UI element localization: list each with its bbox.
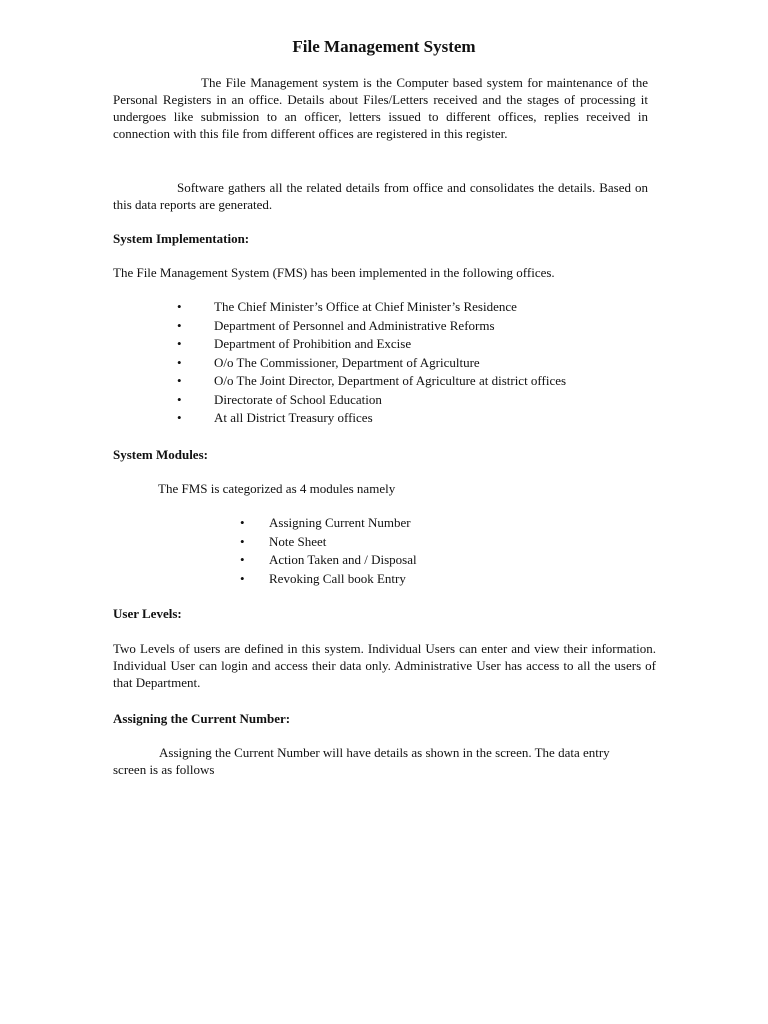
bullet-icon: • (240, 570, 245, 586)
assigning-paragraph (113, 744, 646, 778)
bullet-icon: • (177, 336, 182, 351)
office-name: Directorate of School Education (214, 391, 382, 407)
module-name: Assigning Current Number (269, 515, 411, 530)
module-name: Note Sheet (269, 533, 327, 549)
bullet-icon: • (240, 515, 245, 530)
bullet-icon: • (177, 317, 182, 333)
bullet-icon: • (240, 552, 245, 567)
bullet-icon: • (177, 373, 182, 388)
office-name: O/o The Joint Director, Department of Agriculture at district offices (214, 373, 567, 388)
user-levels-paragraph: Two Levels of users are defined in this system. Individual Users can enter and view their information. Individual User can login and access their data only. Administrative User has access to all the users of that Department. (113, 641, 656, 690)
office-name: Department of Personnel and Administrative Reforms (214, 317, 495, 333)
intro-paragraph-text: The File Management system is the Computer based system for maintenance of the Personal Registers in an office. Details about Files/Letters received and the stages of processing it undergoes like submission to an officer, letters issued to different offices, replies received in connection with this file from different offices are registered in this register. (113, 75, 648, 141)
user-levels-heading: User Levels: (113, 606, 182, 621)
office-name: O/o The Commissioner, Department of Agriculture (214, 354, 480, 370)
bullet-icon: • (177, 391, 182, 407)
module-name: Revoking Call book Entry (269, 570, 406, 586)
bullet-icon: • (177, 410, 182, 425)
software-paragraph-text: Software gathers all the related details from office and consolidates the details. Based on this data reports are generated. (113, 180, 648, 212)
office-name: The Chief Minister’s Office at Chief Minister’s Residence (214, 299, 517, 314)
system-implementation-heading: System Implementation: (113, 231, 250, 246)
bullet-icon: • (240, 533, 245, 549)
system-modules-heading: System Modules: (113, 447, 208, 462)
office-name: Department of Prohibition and Excise (214, 336, 412, 351)
document-title: File Management System (292, 37, 476, 56)
assigning-current-number-heading: Assigning the Current Number: (113, 711, 291, 726)
assigning-paragraph-text: Assigning the Current Number will have details as shown in the screen. The data entry screen is as follows (113, 745, 610, 777)
software-paragraph (113, 179, 648, 213)
office-name: At all District Treasury offices (214, 410, 373, 425)
implementation-intro: The File Management System (FMS) has been implemented in the following offices. (113, 265, 555, 280)
bullet-icon: • (177, 354, 182, 370)
intro-paragraph (113, 74, 648, 142)
module-name: Action Taken and / Disposal (269, 552, 417, 567)
modules-intro: The FMS is categorized as 4 modules namely (158, 481, 396, 496)
bullet-icon: • (177, 299, 182, 314)
